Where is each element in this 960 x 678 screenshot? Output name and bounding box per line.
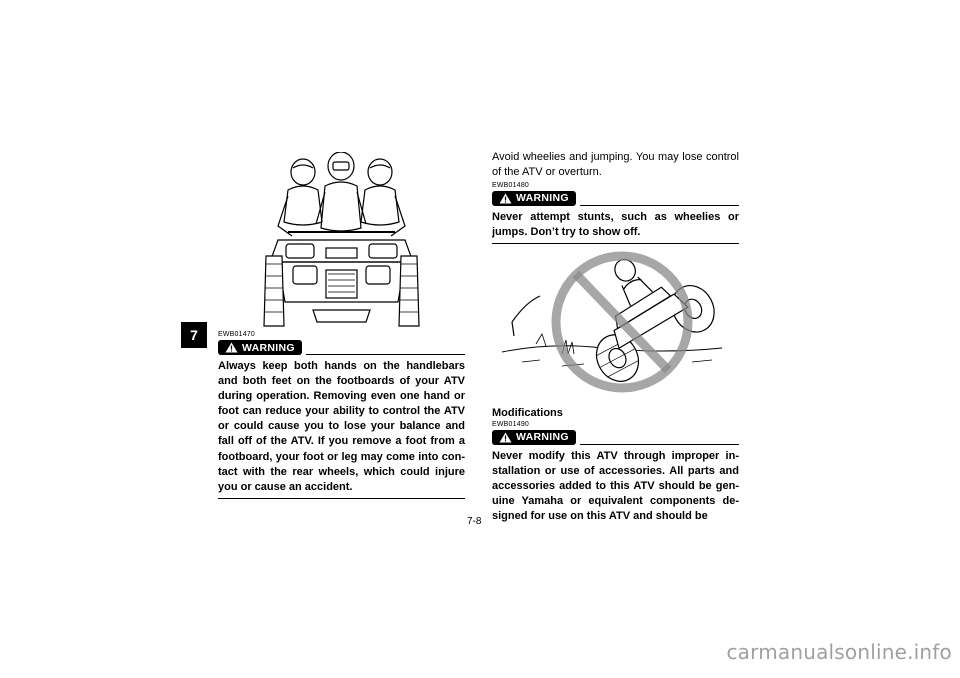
page-number: 7-8 <box>467 516 482 527</box>
warning-code: EWB01470 <box>218 331 256 338</box>
warning-rule <box>580 444 739 445</box>
warning-rule <box>580 205 739 206</box>
warning-code: EWB01480 <box>492 181 530 189</box>
warning-header <box>218 340 465 355</box>
warning-label: WARNING <box>242 341 295 354</box>
watermark-link[interactable]: carmanualsonline.info <box>726 640 952 664</box>
warning-header <box>492 191 739 206</box>
atv-three-riders-illustration <box>218 152 465 330</box>
warning-header <box>492 430 739 445</box>
intro-paragraph: Avoid wheelies and jumping. You may lose control of the ATV or overturn. <box>492 151 739 179</box>
chapter-tab: 7 <box>181 322 207 348</box>
warning-label: WARNING <box>516 192 569 205</box>
warning-triangle-icon <box>225 342 238 353</box>
warning-label: WARNING <box>516 431 569 444</box>
warning-text: Never modify this ATV through improper in-stallation or use of accessories. All parts and accessories added to this ATV should be gen-uine Yamaha or equivalent components de-signed for use on this ATV and should be <box>492 449 739 523</box>
warning-badge <box>218 340 302 355</box>
warning-badge <box>492 191 576 206</box>
warning-triangle-icon <box>499 432 512 443</box>
warning-rule <box>306 354 465 355</box>
warning-badge <box>492 430 576 445</box>
warning-triangle-icon <box>499 193 512 204</box>
warning-text: Always keep both hands on the handlebars and both feet on the footboards of your ATV during operation. Removing even one hand or foot can reduce your ability to control the ATV or could cause you to lose your balance and fall off of the ATV. If you remove a foot from a footboard, your foot or leg may come into con-tact with the rear wheels, which could injure you or cause an accident. <box>218 360 465 493</box>
left-column <box>218 152 465 499</box>
right-column <box>492 150 739 527</box>
warning-bottom-rule <box>218 498 465 499</box>
warning-code: EWB01490 <box>492 420 530 428</box>
atv-wheelie-prohibited-illustration <box>492 244 739 404</box>
warning-text: Never attempt stunts, such as wheelies or jumps. Don’t try to show off. <box>492 210 739 238</box>
section-heading-modifications: Modifications <box>492 406 563 419</box>
